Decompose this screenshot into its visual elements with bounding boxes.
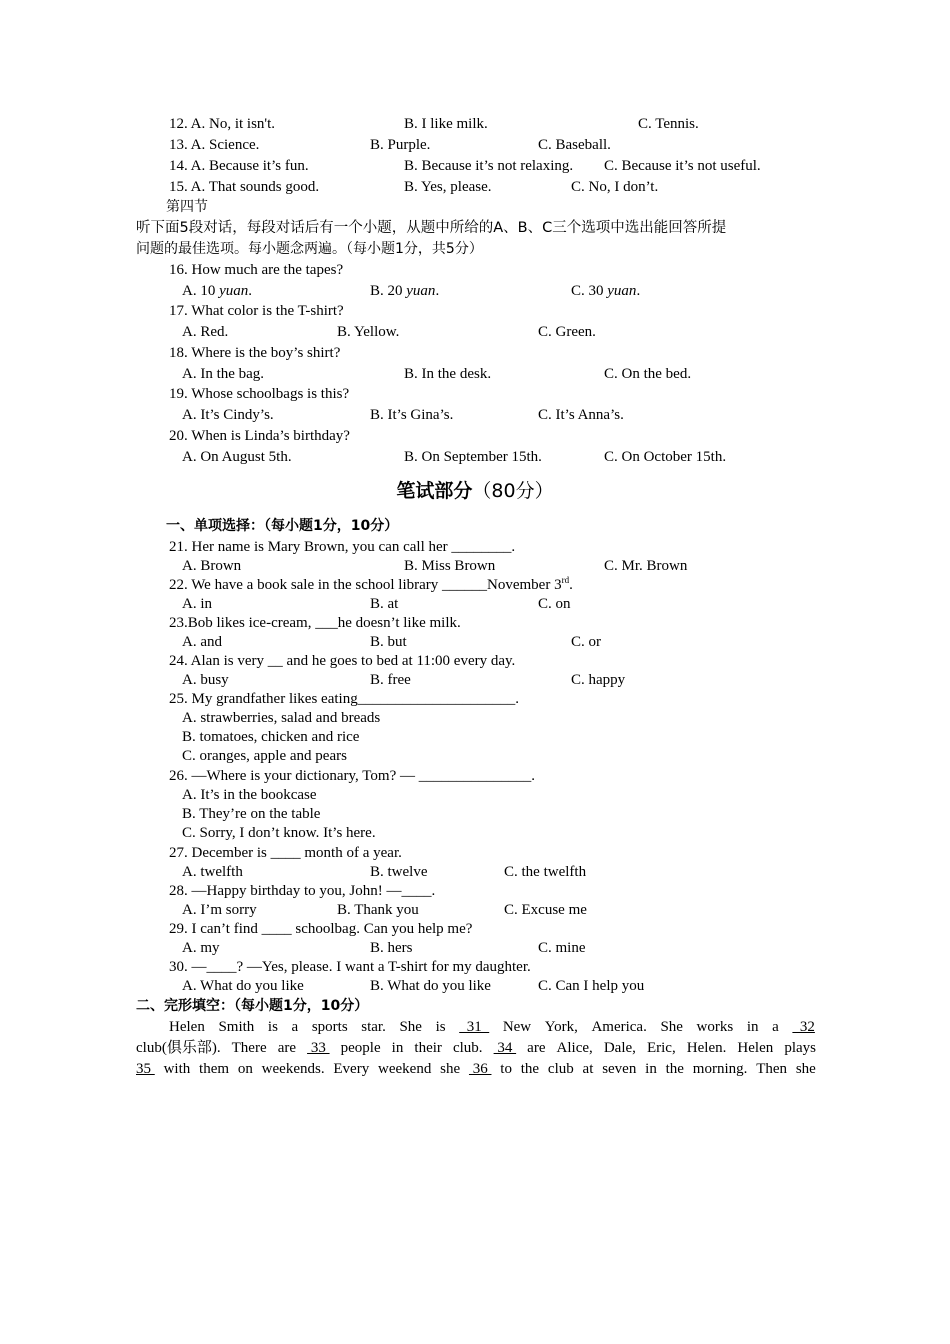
cloze-word: the bbox=[665, 1061, 684, 1077]
q30-option-a: A. What do you like bbox=[182, 978, 304, 994]
q25-option-c: C. oranges, apple and pears bbox=[182, 748, 347, 764]
cloze-word: their bbox=[414, 1040, 442, 1056]
q17-option-b: B. Yellow. bbox=[337, 324, 400, 340]
cloze-word: are bbox=[527, 1040, 546, 1056]
q21-option-b: B. Miss Brown bbox=[404, 558, 496, 574]
q17-option-c: C. Green. bbox=[538, 324, 596, 340]
q23-option-a: A. and bbox=[182, 634, 222, 650]
cloze-word: at bbox=[582, 1061, 594, 1077]
q22-option-b: B. at bbox=[370, 596, 399, 612]
q21-question: 21. Her name is Mary Brown, you can call her ________. bbox=[169, 539, 516, 555]
q22-option-a: A. in bbox=[182, 596, 212, 612]
cloze-word: is bbox=[267, 1019, 278, 1035]
q15-option-a: 15. A. That sounds good. bbox=[169, 179, 320, 195]
q20-option-c: C. On October 15th. bbox=[604, 449, 727, 465]
cloze-word: with bbox=[163, 1061, 191, 1077]
q19-option-c: C. It’s Anna’s. bbox=[538, 407, 624, 423]
cloze-word: America. bbox=[591, 1019, 647, 1035]
cloze-word: plays bbox=[784, 1040, 816, 1056]
cloze-word: sports bbox=[311, 1019, 348, 1035]
cloze-word: club(俱乐部). bbox=[136, 1040, 221, 1056]
cloze-word: club bbox=[547, 1061, 574, 1077]
q12-option-c: C. Tennis. bbox=[638, 116, 699, 132]
cloze-word: Every bbox=[333, 1061, 370, 1077]
cloze-word: star. bbox=[361, 1019, 386, 1035]
cloze-blank: 32 bbox=[792, 1019, 815, 1035]
q13-option-b: B. Purple. bbox=[370, 137, 431, 153]
q15-option-c: C. No, I don’t. bbox=[571, 179, 659, 195]
q16-option-a: A. 10 yuan. bbox=[182, 283, 253, 299]
q28-option-c: C. Excuse me bbox=[504, 902, 587, 918]
cloze-word: morning. bbox=[692, 1061, 748, 1077]
cloze-blank: 33 bbox=[307, 1040, 330, 1056]
q18-option-a: A. In the bag. bbox=[182, 366, 265, 382]
q15-option-b: B. Yes, please. bbox=[404, 179, 492, 195]
q29-question: 29. I can’t find ____ schoolbag. Can you help me? bbox=[169, 921, 473, 937]
q19-option-b: B. It’s Gina’s. bbox=[370, 407, 454, 423]
q21-option-c: C. Mr. Brown bbox=[604, 558, 688, 574]
cloze-word: There bbox=[231, 1040, 267, 1056]
cloze-word: are bbox=[277, 1040, 296, 1056]
cloze-word: she bbox=[440, 1061, 461, 1077]
q16-question: 16. How much are the tapes? bbox=[169, 262, 344, 278]
written-part-title: 笔试部分（80分） bbox=[396, 480, 554, 502]
q20-option-a: A. On August 5th. bbox=[182, 449, 292, 465]
q28-option-b: B. Thank you bbox=[337, 902, 419, 918]
cloze-word: the bbox=[520, 1061, 540, 1077]
cloze-word: a bbox=[291, 1019, 299, 1035]
cloze-word: She bbox=[660, 1019, 683, 1035]
cloze-word: weekend bbox=[378, 1061, 432, 1077]
q14-option-c: C. Because it’s not useful. bbox=[604, 158, 761, 174]
cloze-blank: 35 bbox=[136, 1061, 155, 1077]
q29-option-b: B. hers bbox=[370, 940, 413, 956]
q27-option-c: C. the twelfth bbox=[504, 864, 587, 880]
q17-question: 17. What color is the T-shirt? bbox=[169, 303, 344, 319]
q13-option-a: 13. A. Science. bbox=[169, 137, 260, 153]
cloze-word: Then bbox=[756, 1061, 788, 1077]
part2-heading: 二、完形填空：（每小题1分，10分） bbox=[136, 998, 369, 1014]
cloze-word: on bbox=[237, 1061, 253, 1077]
cloze-line-2 bbox=[136, 1038, 816, 1059]
q26-option-c: C. Sorry, I don’t know. It’s here. bbox=[182, 825, 376, 841]
q14-option-b: B. Because it’s not relaxing. bbox=[404, 158, 574, 174]
part1-heading: 一、单项选择：（每小题1分，10分） bbox=[166, 518, 399, 534]
q23-option-b: B. but bbox=[370, 634, 407, 650]
section4-heading: 第四节 bbox=[166, 199, 208, 215]
q13-option-c: C. Baseball. bbox=[538, 137, 611, 153]
cloze-word: Helen bbox=[737, 1040, 774, 1056]
cloze-word: Helen. bbox=[686, 1040, 727, 1056]
q12-option-a: 12. A. No, it isn't. bbox=[169, 116, 276, 132]
cloze-word: Smith bbox=[218, 1019, 255, 1035]
q19-option-a: A. It’s Cindy’s. bbox=[182, 407, 274, 423]
q26-option-b: B. They’re on the table bbox=[182, 806, 321, 822]
cloze-word: York, bbox=[544, 1019, 578, 1035]
q17-option-a: A. Red. bbox=[182, 324, 229, 340]
q19-question: 19. Whose schoolbags is this? bbox=[169, 386, 350, 402]
q27-question: 27. December is ____ month of a year. bbox=[169, 845, 402, 861]
cloze-word: Eric, bbox=[646, 1040, 676, 1056]
q27-option-a: A. twelfth bbox=[182, 864, 243, 880]
cloze-word: Alice, bbox=[556, 1040, 593, 1056]
q18-question: 18. Where is the boy’s shirt? bbox=[169, 345, 341, 361]
cloze-blank: 34 bbox=[493, 1040, 517, 1056]
q18-option-c: C. On the bed. bbox=[604, 366, 692, 382]
cloze-word: is bbox=[435, 1019, 446, 1035]
q20-question: 20. When is Linda’s birthday? bbox=[169, 428, 350, 444]
q25-option-b: B. tomatoes, chicken and rice bbox=[182, 729, 360, 745]
q27-option-b: B. twelve bbox=[370, 864, 428, 880]
q22-option-c: C. on bbox=[538, 596, 571, 612]
q26-question: 26. —Where is your dictionary, Tom? — _______________. bbox=[169, 768, 535, 784]
q22-question: 22. We have a book sale in the school library ______November 3rd. bbox=[169, 575, 573, 593]
cloze-word: in bbox=[391, 1040, 404, 1056]
q24-question: 24. Alan is very __ and he goes to bed at 11:00 every day. bbox=[169, 653, 516, 669]
section4-instruction-line2: 问题的最佳选项。每小题念两遍。（每小题1分，共5分） bbox=[136, 241, 483, 257]
cloze-word: She bbox=[399, 1019, 422, 1035]
q24-option-c: C. happy bbox=[571, 672, 626, 688]
cloze-word: in bbox=[645, 1061, 657, 1077]
cloze-word: works bbox=[696, 1019, 734, 1035]
cloze-word: in bbox=[746, 1019, 759, 1035]
cloze-blank: 31 bbox=[459, 1019, 490, 1035]
q21-option-a: A. Brown bbox=[182, 558, 242, 574]
cloze-word: weekends. bbox=[261, 1061, 325, 1077]
q29-option-c: C. mine bbox=[538, 940, 586, 956]
cloze-word: club. bbox=[452, 1040, 483, 1056]
cloze-word: Dale, bbox=[603, 1040, 636, 1056]
cloze-word: a bbox=[772, 1019, 779, 1035]
q30-option-b: B. What do you like bbox=[370, 978, 491, 994]
q18-option-b: B. In the desk. bbox=[404, 366, 492, 382]
q28-question: 28. —Happy birthday to you, John! —____. bbox=[169, 883, 436, 899]
q23-option-c: C. or bbox=[571, 634, 601, 650]
q24-option-a: A. busy bbox=[182, 672, 229, 688]
cloze-word: people bbox=[340, 1040, 381, 1056]
cloze-word: Helen bbox=[169, 1019, 205, 1035]
q28-option-a: A. I’m sorry bbox=[182, 902, 257, 918]
q29-option-a: A. my bbox=[182, 940, 220, 956]
q12-option-b: B. I like milk. bbox=[404, 116, 488, 132]
cloze-line-1 bbox=[169, 1017, 815, 1038]
q25-option-a: A. strawberries, salad and breads bbox=[182, 710, 381, 726]
cloze-line-3 bbox=[136, 1059, 816, 1080]
q14-option-a: 14. A. Because it’s fun. bbox=[169, 158, 309, 174]
q23-question: 23.Bob likes ice-cream, ___he doesn’t like milk. bbox=[169, 615, 461, 631]
q24-option-b: B. free bbox=[370, 672, 411, 688]
q30-question: 30. —____? —Yes, please. I want a T-shirt for my daughter. bbox=[169, 959, 531, 975]
cloze-word: she bbox=[795, 1061, 816, 1077]
cloze-word: to bbox=[500, 1061, 512, 1077]
section4-instruction-line1: 听下面5段对话，每段对话后有一个小题，从题中所给的A、B、C三个选项中选出能回答所提 bbox=[136, 220, 727, 236]
q25-question: 25. My grandfather likes eating_____________________. bbox=[169, 691, 519, 707]
cloze-word: seven bbox=[602, 1061, 637, 1077]
cloze-word: New bbox=[502, 1019, 532, 1035]
q16-option-b: B. 20 yuan. bbox=[370, 283, 440, 299]
q26-option-a: A. It’s in the bookcase bbox=[182, 787, 317, 803]
q30-option-c: C. Can I help you bbox=[538, 978, 645, 994]
q16-option-c: C. 30 yuan. bbox=[571, 283, 641, 299]
cloze-blank: 36 bbox=[468, 1061, 492, 1077]
cloze-word: them bbox=[199, 1061, 230, 1077]
q20-option-b: B. On September 15th. bbox=[404, 449, 542, 465]
